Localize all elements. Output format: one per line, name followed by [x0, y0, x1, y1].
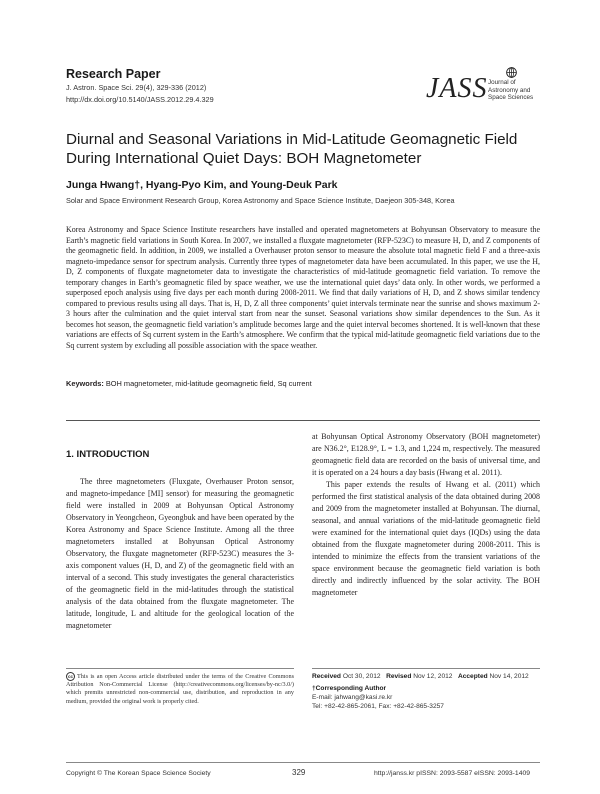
license-text: This is an open Access article distributed under the terms of the Creative Commons Attribution Non-Commercial License (http://creativecommons.org/licenses/by-nc/3.0/) which premits unrestricted non-commercial use, distribution, and reproduction in any medium, provided the original work is properly cited.	[66, 672, 294, 705]
received-dates	[312, 672, 529, 681]
logo-line: Journal of	[488, 79, 516, 86]
license-notice	[66, 672, 294, 706]
keywords-list: BOH magnetometer, mid-latitude geomagnetic field, Sq current	[105, 379, 312, 388]
abstract: Korea Astronomy and Space Science Institute researchers have installed and operated magnetometers at Bohyunsan Observatory to measure the Earth’s magnetic field variations in South Korea. In 2007, we installed a fluxgate magnetometer (RFP-523C) to measure H, D, and Z components of the geomagnetic field. In addition, in 2009, we installed a Overhauser proton sensor to measure the absolute total magnetic field F and a three-axis magneto-impedance sensor for spectrum analysis. Currently three types of magnetometer data have been accumulated. In this paper, we use the H, D, Z components of fluxgate magnetometer data to investigate the characteristics of mid-latitude geomagnetic field variation. To remove the temporary changes in Earth’s geomagnetic filed by space weather, we use the international quiet days’ data only. In other words, we performed a superposed epoch analysis using five days per each month during 2008-2011. We find that daily variations of H, D, and Z shows similar tendency compared to previous results using all days. That is, H, D, Z all three components’ quiet intervals terminate near the sunrise and shows maximum 2-3 hours after the culmination and the quiet interval start from near the sunset. Seasonal variations show similar dependences to the Sun. As it becomes hot season, the geomagnetic field variation’s amplitude becomes large and the quiet interval becomes shortened. It is well-known that these variations are effects of Sq current system in the Earth’s atmosphere. We confirm that the typical mid-latitude geomagnetic field variations due to the Sq current system by excluding all possible association with the space weather.	[66, 225, 540, 350]
creative-commons-icon: cc	[67, 674, 74, 679]
received-divider	[312, 668, 540, 669]
revised-date: Nov 12, 2012	[413, 673, 453, 680]
footer-divider	[66, 762, 540, 763]
corresponding-author	[312, 684, 444, 711]
page-number: 329	[292, 768, 306, 777]
logo-acronym: JASS	[426, 73, 488, 104]
keywords	[66, 379, 312, 388]
section-label: Research Paper	[66, 67, 161, 81]
globe-icon	[506, 67, 517, 78]
logo-journal-name	[488, 79, 533, 102]
affiliation: Solar and Space Environment Research Group, Korea Astronomy and Space Science Institute, Daejeon 305-348, Korea	[66, 196, 455, 205]
corresponding-label: †Corresponding Author	[312, 685, 387, 692]
doi-link[interactable]: http://dx.doi.org/10.5140/JASS.2012.29.4.329	[66, 95, 214, 104]
intro-paragraph: This paper extends the results of Hwang et al. (2011) which performed the first statistical analysis of the data obtained during 2008 and 2009 from the magnetometer installed at Bohyunsan. The diurnal, seasonal, and annual variations of the mid-latitude geomagnetic field were examined for the international quiet days (IQDs) using the data obtained from the fluxgate magnetometer during 2008-2011. This is intended to minimize the effects from the transient variations of the space environment because the geomagnetic field variation is both directly and indirectly influenced by the solar activity. The BOH magnetometer	[312, 480, 540, 597]
author-phone: Tel: +82-42-865-2061, Fax: +82-42-865-3257	[312, 703, 444, 710]
intro-heading: 1. INTRODUCTION	[66, 449, 150, 460]
journal-url-issn: http://janss.kr pISSN: 2093-5587 eISSN: 2093-1409	[374, 770, 531, 777]
received-label: Received	[312, 673, 341, 680]
right-column	[312, 431, 540, 599]
accepted-label: Accepted	[457, 673, 488, 680]
section-divider	[66, 420, 540, 421]
citation: J. Astron. Space Sci. 29(4), 329-336 (2012)	[66, 83, 207, 92]
author-email[interactable]: E-mail: jahwang@kasi.re.kr	[312, 694, 393, 701]
left-column	[66, 476, 294, 632]
accepted-date: Nov 14, 2012	[489, 673, 529, 680]
keywords-label: Keywords:	[66, 379, 104, 388]
paper-title: Diurnal and Seasonal Variations in Mid-Latitude Geomagnetic Field During International Quiet Days: BOH Magnetometer	[66, 131, 518, 167]
intro-paragraph: The three magnetometers (Fluxgate, Overhauser Proton sensor, and magneto-impedance [MI] sensor) for measuring the geomagnetic field were installed in 2009 at Bohyunsan Optical Astronomy Observatory in Yeongcheon, Gyeongbuk and have been operated by the Korea Astronomy and Space Science Institute. Among all the three magnetometers installed at Bohyunsan Optical Astronomy Observatory, the fluxgate magnetometer (RFP-523C) measures the 3-axis component values (H, D, and Z) of the geomagnetic field with an interval of a second. This study investigates the general characteristics of the geomagnetic field in the mid-latitudes through the statistical analysis of the data obtained from the fluxgate magnetometer. The latitude, longitude, L and altitude for the geological location of the magnetometer	[66, 477, 294, 630]
license-divider	[66, 668, 294, 669]
intro-paragraph-continued: at Bohyunsan Optical Astronomy Observatory (BOH magnetometer) are N36.2°, E128.9°, L = 1.3, and 1,224 m, respectively. The measured geomagnetic field data are recorded on the basis of universal time, and it is operated on a 24 hours a day basis (Hwang et al. 2011).	[312, 432, 540, 477]
journal-logo	[426, 67, 546, 107]
author-list: Junga Hwang†, Hyang-Pyo Kim, and Young-Deuk Park	[66, 179, 338, 191]
received-date: Oct 30, 2012	[342, 673, 381, 680]
logo-line: Space Sciences	[488, 94, 534, 101]
copyright: Copyright © The Korean Space Science Society	[66, 770, 211, 777]
logo-line: Astronomy and	[488, 86, 531, 94]
revised-label: Revised	[386, 673, 412, 680]
